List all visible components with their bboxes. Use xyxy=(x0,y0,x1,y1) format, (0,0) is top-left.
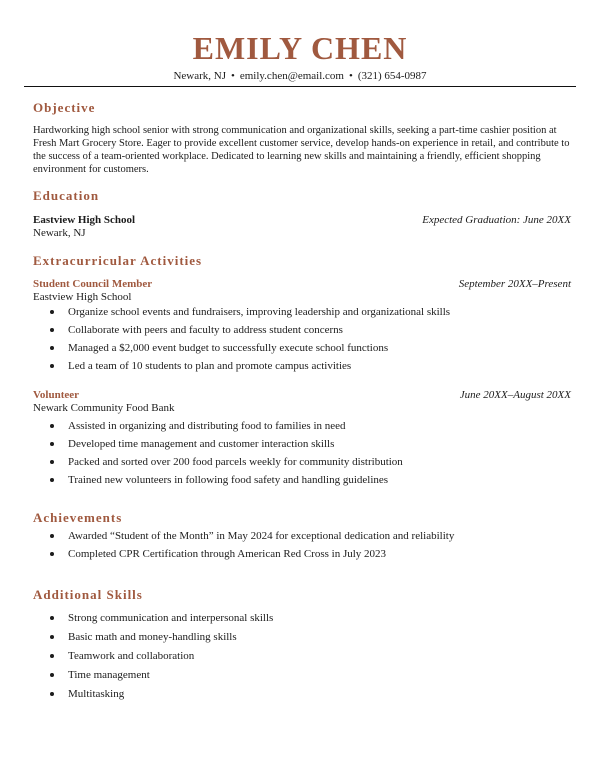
activity-dates: June 20XX–August 20XX xyxy=(459,389,571,401)
separator-dot: • xyxy=(348,70,353,82)
list-item: Basic math and money-handling skills xyxy=(33,630,571,649)
activity-header xyxy=(33,388,571,402)
list-item: Developed time management and customer interaction skills xyxy=(33,437,571,455)
activity-role: Volunteer xyxy=(33,389,80,401)
section-title-achievements: Achievements xyxy=(33,510,123,525)
candidate-name: EMILY CHEN xyxy=(192,30,408,66)
list-item: Organize school events and fundraisers, improving leadership and organizational skills xyxy=(33,305,571,323)
list-item: Packed and sorted over 200 food parcels weekly for community distribution xyxy=(33,455,571,473)
activity-role: Student Council Member xyxy=(33,278,153,290)
list-item: Teamwork and collaboration xyxy=(33,649,571,668)
activity-header xyxy=(33,277,571,291)
activity-bullets xyxy=(33,419,571,491)
activity-org: Newark Community Food Bank xyxy=(33,402,175,414)
contact-phone: (321) 654-0987 xyxy=(357,70,427,82)
list-item: Awarded “Student of the Month” in May 2024 for exceptional dedication and reliability xyxy=(33,529,571,547)
list-item: Assisted in organizing and distributing food to families in need xyxy=(33,419,571,437)
objective-text: Hardworking high school senior with strong communication and organizational skills, seeking a part-time cashier position at Fresh Mart Grocery Store. Eager to provide excellent customer service, develop hands-on experience in retail, and contribute to the success of a team-oriented workplace. Dedicated to learning new skills and maintaining a friendly, efficient shopping environment for customers. xyxy=(33,125,570,175)
school-name: Eastview High School xyxy=(33,214,136,226)
education-header xyxy=(33,213,571,227)
activity-bullets xyxy=(33,305,571,377)
achievements-list xyxy=(33,529,571,565)
contact-line xyxy=(0,69,600,83)
school-location: Newark, NJ xyxy=(33,227,86,239)
activity-dates: September 20XX–Present xyxy=(458,278,571,290)
contact-email[interactable]: emily.chen@email.com xyxy=(239,70,344,82)
list-item: Collaborate with peers and faculty to address student concerns xyxy=(33,323,571,341)
skills-list xyxy=(33,611,571,706)
list-item: Completed CPR Certification through American Red Cross in July 2023 xyxy=(33,547,571,565)
activity-org: Eastview High School xyxy=(33,291,132,303)
section-title-activities: Extracurricular Activities xyxy=(33,253,203,268)
section-title-skills: Additional Skills xyxy=(33,587,143,602)
header-divider xyxy=(24,86,576,87)
contact-location: Newark, NJ xyxy=(173,70,226,82)
separator-dot: • xyxy=(230,70,235,82)
section-title-objective: Objective xyxy=(33,100,96,115)
list-item: Managed a $2,000 event budget to successfully execute school functions xyxy=(33,341,571,359)
list-item: Multitasking xyxy=(33,687,571,706)
graduation-date: Expected Graduation: June 20XX xyxy=(422,214,571,226)
list-item: Strong communication and interpersonal skills xyxy=(33,611,571,630)
section-title-education: Education xyxy=(33,188,100,203)
list-item: Time management xyxy=(33,668,571,687)
list-item: Trained new volunteers in following food safety and handling guidelines xyxy=(33,473,571,491)
list-item: Led a team of 10 students to plan and promote campus activities xyxy=(33,359,571,377)
